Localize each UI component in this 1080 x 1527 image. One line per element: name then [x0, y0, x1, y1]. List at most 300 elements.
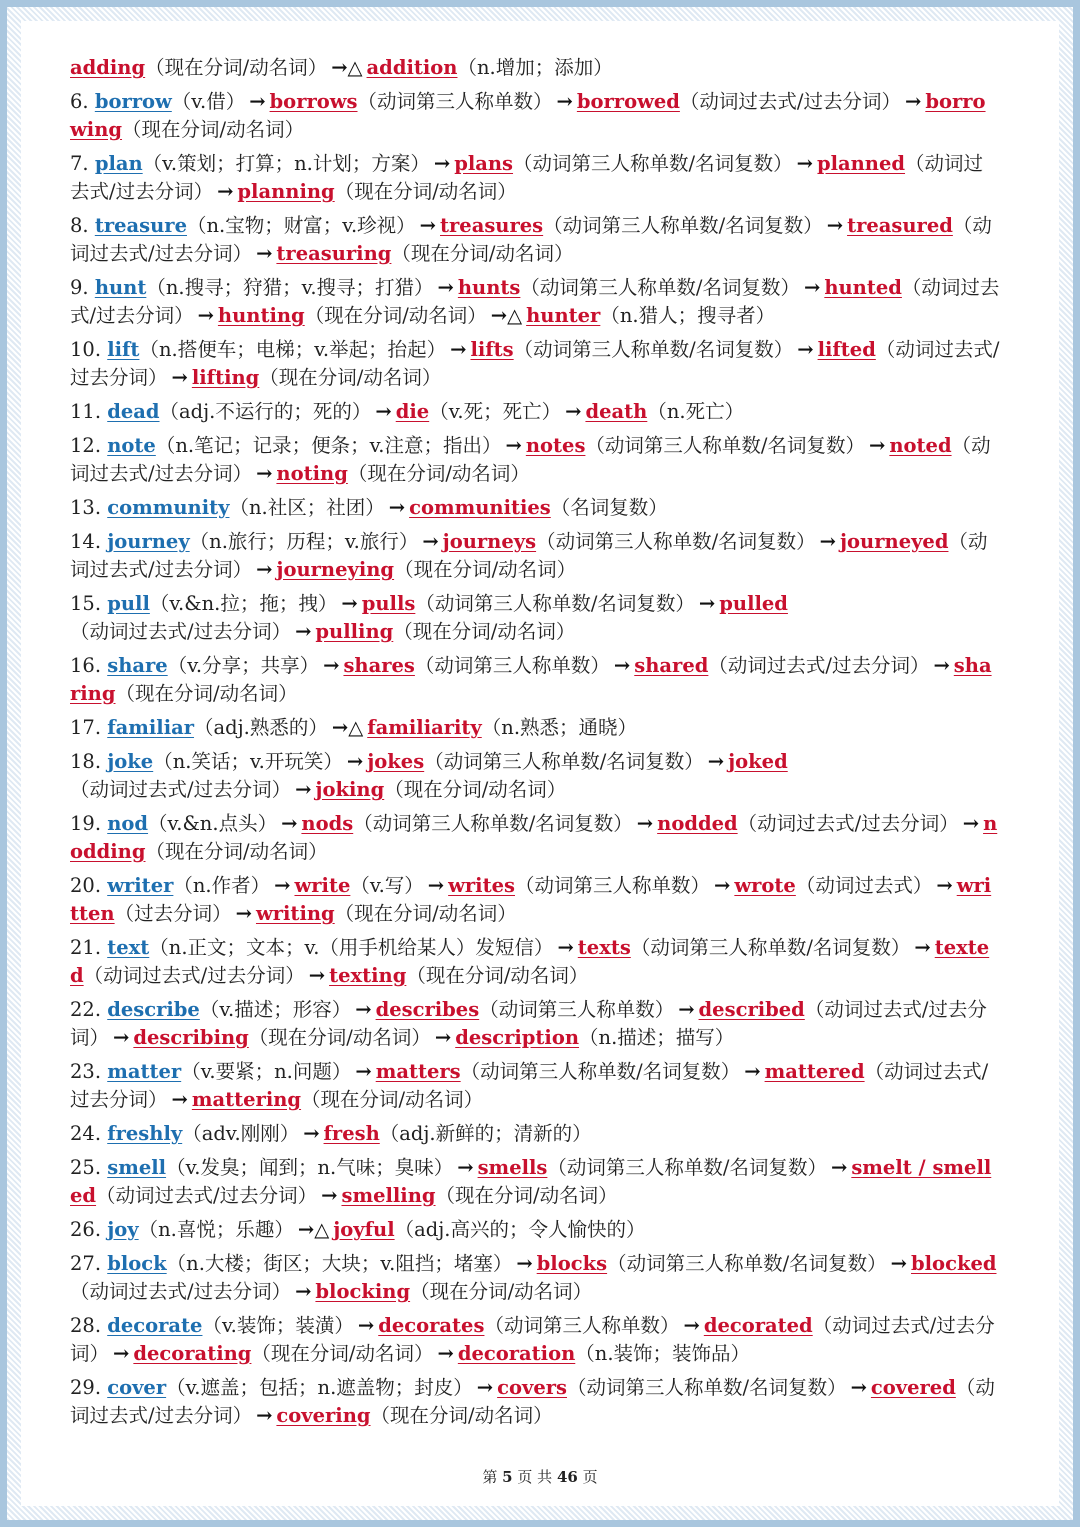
vocab-entry: [70, 398, 1000, 426]
gloss: （v.描述；形容）: [199, 998, 352, 1021]
headword: community: [107, 496, 230, 519]
arrow: →: [678, 998, 695, 1021]
gloss: （adj.不运行的；死的）: [159, 400, 372, 423]
gloss: （n.描述；描写）: [579, 1026, 735, 1049]
arrow: →: [217, 180, 234, 203]
entry-number: 21.: [70, 936, 108, 959]
headword: joke: [107, 750, 154, 773]
word-form: blocking: [315, 1280, 411, 1303]
word-form: nods: [301, 812, 354, 835]
gloss: （动词第三人称单数/名词复数）: [585, 434, 865, 457]
gloss: （adv.刚刚）: [182, 1122, 300, 1145]
arrow: →: [707, 750, 725, 773]
gloss: （现在分词/动名词）: [410, 1280, 593, 1303]
entry-number: 18.: [70, 750, 108, 773]
arrow: →: [281, 812, 298, 835]
entry-number: 24.: [70, 1122, 108, 1145]
word-form: communities: [409, 496, 551, 519]
entry-number: 14.: [70, 530, 108, 553]
arrow: →: [933, 654, 950, 677]
vocab-entry: [70, 274, 1000, 330]
entry-number: 26.: [70, 1218, 108, 1241]
arrow: →: [321, 1184, 338, 1207]
arrow: →: [434, 1026, 452, 1049]
gloss: （现在分词/动名词）: [145, 56, 328, 79]
word-form: smelling: [341, 1184, 436, 1207]
word-form: shares: [343, 654, 415, 677]
page-footer: [0, 1466, 1080, 1487]
arrow: →: [516, 1252, 533, 1275]
word-form: notes: [525, 434, 586, 457]
arrow: →: [171, 366, 188, 389]
gloss: （n.大楼；街区；大块；v.阻挡；堵塞）: [166, 1252, 513, 1275]
gloss: （动词过去式/过去分词）: [70, 338, 1000, 389]
word-form: noted: [889, 434, 952, 457]
gloss: （v.借）: [171, 90, 246, 113]
headword: nod: [107, 812, 149, 835]
word-form: joyful: [333, 1218, 395, 1241]
vocab-entry: [70, 494, 1000, 522]
gloss: （动词第三人称单数/名词复数）: [424, 750, 704, 773]
headword: familiar: [107, 716, 195, 739]
arrow: →: [355, 1060, 372, 1083]
word-form: borrowed: [576, 90, 680, 113]
word-form: planning: [237, 180, 335, 203]
gloss: （n.死亡）: [647, 400, 745, 423]
arrow: →: [256, 558, 273, 581]
headword: dead: [107, 400, 160, 423]
gloss: （n.装饰；装饰品）: [575, 1342, 751, 1365]
gloss: （现在分词/动名词）: [122, 118, 305, 141]
arrow: →: [826, 214, 844, 237]
headword: lift: [107, 338, 140, 361]
word-form: texted: [70, 936, 990, 987]
vocab-entry: [70, 1120, 1000, 1148]
gloss: （现在分词/动名词）: [334, 180, 517, 203]
gloss: （adj.高兴的；令人愉快的）: [394, 1218, 646, 1241]
vocab-entry: [70, 1154, 1000, 1210]
headword: treasure: [94, 214, 187, 237]
gloss: （n.喜悦；乐趣）: [138, 1218, 294, 1241]
word-form: blocked: [911, 1252, 997, 1275]
gloss: （动词过去式）: [795, 874, 933, 897]
gloss: （动词过去式/过去分词）: [708, 654, 930, 677]
arrow: →: [797, 338, 814, 361]
entry-number: 8.: [70, 214, 95, 237]
gloss: （现在分词/动名词）: [370, 1404, 553, 1427]
gloss: （n.增加；添加）: [457, 56, 613, 79]
arrow: →: [936, 874, 953, 897]
word-form: lifting: [191, 366, 260, 389]
entry-number: 17.: [70, 716, 108, 739]
gloss: （过去分词）: [114, 902, 232, 925]
arrow: →: [962, 812, 980, 835]
arrow: →: [308, 964, 326, 987]
word-form: hunts: [457, 276, 521, 299]
word-form: joking: [315, 778, 385, 801]
arrow: →: [613, 654, 631, 677]
vocab-entry: [70, 652, 1000, 708]
word-form: describing: [133, 1026, 249, 1049]
headword: note: [107, 434, 156, 457]
word-form: treasuring: [276, 242, 392, 265]
headword: describe: [107, 998, 200, 1021]
word-form: die: [395, 400, 430, 423]
headword: journey: [107, 530, 190, 553]
word-form: borrowing: [70, 90, 986, 141]
word-form: planned: [816, 152, 906, 175]
gloss: （动词第三人称单数）: [479, 998, 675, 1021]
gloss: （adj.新鲜的；清新的）: [379, 1122, 592, 1145]
arrow: →: [341, 592, 358, 615]
word-form: matters: [375, 1060, 461, 1083]
arrow: →: [796, 152, 813, 175]
gloss: （动词第三人称单数/名词复数）: [607, 1252, 887, 1275]
gloss: （动词过去式/过去分词）: [70, 152, 984, 203]
vocab-entry: [70, 1058, 1000, 1114]
arrow: →: [557, 936, 574, 959]
arrow: →: [346, 750, 364, 773]
headword: borrow: [94, 90, 172, 113]
gloss: （动词第三人称单数/名词复数）: [630, 936, 911, 959]
gloss: （动词第三人称单数/名词复数）: [520, 276, 800, 299]
headword: pull: [107, 592, 150, 615]
arrow: →△: [331, 716, 364, 739]
gloss: （现在分词/动名词）: [304, 304, 487, 327]
gloss: （现在分词/动名词）: [384, 778, 567, 801]
arrow: →: [437, 276, 454, 299]
arrow: →△: [490, 304, 523, 327]
word-form: joked: [728, 750, 788, 773]
word-form: pulling: [315, 620, 394, 643]
gloss: （动词过去式/过去分词）: [70, 998, 987, 1049]
word-form: plans: [454, 152, 514, 175]
arrow: →: [476, 1376, 494, 1399]
word-form: writes: [448, 874, 515, 897]
vocab-entry: [70, 872, 1000, 928]
vocab-entry: [70, 1312, 1000, 1368]
gloss: （v.要紧；n.问题）: [181, 1060, 352, 1083]
headword: block: [107, 1252, 167, 1275]
word-form: written: [70, 874, 992, 925]
gloss: （动词第三人称单数/名词复数）: [513, 152, 793, 175]
entry-number: 27.: [70, 1252, 108, 1275]
entry-number: 20.: [70, 874, 108, 897]
gloss: （v.死；死亡）: [429, 400, 562, 423]
gloss: （n.熟悉；通晓）: [481, 716, 638, 739]
arrow: →: [904, 90, 922, 113]
arrow: →: [869, 434, 886, 457]
word-form: pulled: [719, 592, 788, 615]
arrow: →: [388, 496, 406, 519]
gloss: （现在分词/动名词）: [435, 1184, 618, 1207]
gloss: （n.猎人；搜寻者）: [600, 304, 776, 327]
headword: joy: [107, 1218, 139, 1241]
word-form: covering: [276, 1404, 371, 1427]
vocab-entry: [70, 150, 1000, 206]
word-form: decorates: [378, 1314, 485, 1337]
vocab-entry: [70, 212, 1000, 268]
arrow: →: [830, 1156, 848, 1179]
arrow: →: [303, 1122, 320, 1145]
arrow: →: [819, 530, 836, 553]
vocab-entry: [70, 1216, 1000, 1244]
vocab-entry: [70, 528, 1000, 584]
gloss: （v.策划；打算；n.计划；方案）: [142, 152, 430, 175]
gloss: （现在分词/动名词）: [391, 242, 574, 265]
vocab-entry: [70, 996, 1000, 1052]
word-form: covers: [497, 1376, 567, 1399]
gloss: （动词第三人称单数/名词复数）: [415, 592, 695, 615]
footer-page-number: 5: [502, 1468, 513, 1486]
gloss: （v.发臭；闻到；n.气味；臭味）: [166, 1156, 454, 1179]
footer-post: 页: [582, 1468, 598, 1486]
word-form: hunting: [217, 304, 305, 327]
arrow: →: [437, 1342, 454, 1365]
arrow: →: [714, 874, 731, 897]
entry-number: 10.: [70, 338, 108, 361]
vocab-entry: [70, 748, 1000, 804]
vocab-entry: [70, 1250, 1000, 1306]
gloss: （动词过去式/过去分词）: [70, 1314, 995, 1365]
entry-number: 16.: [70, 654, 108, 677]
word-form: nodded: [657, 812, 738, 835]
word-form: death: [585, 400, 648, 423]
word-form: smells: [477, 1156, 548, 1179]
footer-mid: 页 共: [517, 1468, 553, 1486]
word-form: lifted: [817, 338, 876, 361]
word-form: addition: [366, 56, 458, 79]
vocab-entry: [70, 336, 1000, 392]
arrow: →: [113, 1342, 130, 1365]
headword: text: [107, 936, 150, 959]
word-form: decorated: [703, 1314, 813, 1337]
vocab-entry: [70, 590, 1000, 646]
gloss: （动词过去式/过去分词）: [737, 812, 959, 835]
entry-number: 29.: [70, 1376, 108, 1399]
arrow: →: [803, 276, 821, 299]
arrow: →: [323, 654, 340, 677]
vocab-entry: [70, 54, 1000, 82]
vocabulary-list: [70, 54, 1000, 1436]
arrow: →: [375, 400, 392, 423]
gloss: （动词过去式/过去分词）: [96, 1184, 318, 1207]
arrow: →: [565, 400, 582, 423]
gloss: （n.笑话；v.开玩笑）: [153, 750, 343, 773]
word-form: describes: [375, 998, 480, 1021]
arrow: →: [698, 592, 716, 615]
gloss: （动词过去式/过去分词）: [70, 778, 292, 801]
headword: plan: [94, 152, 143, 175]
arrow: →: [744, 1060, 761, 1083]
arrow: →: [850, 1376, 867, 1399]
arrow: →: [427, 874, 445, 897]
headword: freshly: [107, 1122, 183, 1145]
headword: smell: [107, 1156, 167, 1179]
arrow: →: [295, 1280, 312, 1303]
entry-number: 6.: [70, 90, 95, 113]
arrow: →: [113, 1026, 130, 1049]
word-form: familiarity: [367, 716, 482, 739]
gloss: （动词第三人称单数/名词复数）: [460, 1060, 741, 1083]
gloss: （动词过去式/过去分词）: [679, 90, 901, 113]
gloss: （动词过去式/过去分词）: [70, 1376, 995, 1427]
arrow: →: [197, 304, 214, 327]
word-form: description: [455, 1026, 580, 1049]
gloss: （n.搜寻；狩猎；v.搜寻；打猎）: [146, 276, 434, 299]
word-form: fresh: [323, 1122, 380, 1145]
arrow: →△: [297, 1218, 330, 1241]
headword: matter: [107, 1060, 182, 1083]
word-form: adding: [70, 56, 146, 79]
gloss: （现在分词/动名词）: [334, 902, 517, 925]
word-form: shared: [634, 654, 709, 677]
entry-number: 19.: [70, 812, 108, 835]
gloss: （n.搭便车；电梯；v.举起；抬起）: [139, 338, 447, 361]
gloss: （n.作者）: [173, 874, 271, 897]
arrow: →: [450, 338, 467, 361]
gloss: （n.宝物；财富；v.珍视）: [186, 214, 416, 237]
gloss: （现在分词/动名词）: [301, 1088, 484, 1111]
arrow: →: [274, 874, 291, 897]
arrow: →: [683, 1314, 700, 1337]
word-form: jokes: [367, 750, 425, 773]
word-form: journeyed: [840, 530, 949, 553]
word-form: nodding: [70, 812, 998, 863]
gloss: （动词第三人称单数/名词复数）: [547, 1156, 827, 1179]
entry-number: 12.: [70, 434, 108, 457]
gloss: （v.&n.拉；拖；拽）: [149, 592, 338, 615]
arrow: →: [636, 812, 654, 835]
arrow: →: [249, 90, 266, 113]
gloss: （动词过去式/过去分词）: [70, 620, 292, 643]
arrow: →: [171, 1088, 188, 1111]
entry-number: 13.: [70, 496, 108, 519]
word-form: mattering: [191, 1088, 302, 1111]
gloss: （adj.熟悉的）: [194, 716, 328, 739]
arrow: →: [422, 530, 439, 553]
word-form: texts: [577, 936, 631, 959]
gloss: （v.写）: [350, 874, 424, 897]
word-form: treasures: [440, 214, 544, 237]
word-form: pulls: [361, 592, 416, 615]
gloss: （动词第三人称单数/名词复数）: [353, 812, 633, 835]
gloss: （现在分词/动名词）: [406, 964, 589, 987]
gloss: （名词复数）: [550, 496, 668, 519]
arrow: →: [295, 620, 312, 643]
arrow: →: [914, 936, 931, 959]
arrow: →: [256, 1404, 273, 1427]
gloss: （动词过去式/过去分词）: [70, 276, 1000, 327]
gloss: （动词过去式/过去分词）: [70, 530, 988, 581]
word-form: noting: [276, 462, 348, 485]
vocab-entry: [70, 88, 1000, 144]
word-form: write: [294, 874, 351, 897]
word-form: wrote: [734, 874, 796, 897]
arrow: →: [505, 434, 522, 457]
word-form: covered: [870, 1376, 956, 1399]
word-form: decorating: [133, 1342, 252, 1365]
entry-number: 9.: [70, 276, 95, 299]
arrow: →: [355, 998, 372, 1021]
word-form: described: [698, 998, 805, 1021]
gloss: （现在分词/动名词）: [251, 1342, 434, 1365]
gloss: （动词过去式/过去分词）: [83, 964, 305, 987]
word-form: blocks: [536, 1252, 608, 1275]
word-form: writing: [255, 902, 335, 925]
gloss: （现在分词/动名词）: [394, 558, 577, 581]
headword: hunt: [94, 276, 147, 299]
word-form: lifts: [470, 338, 514, 361]
gloss: （v.遮盖；包括；n.遮盖物；封皮）: [166, 1376, 473, 1399]
headword: writer: [107, 874, 174, 897]
gloss: （动词第三人称单数/名词复数）: [543, 214, 823, 237]
gloss: （动词过去式/过去分词）: [70, 434, 991, 485]
entry-number: 28.: [70, 1314, 108, 1337]
headword: decorate: [107, 1314, 203, 1337]
arrow: →: [357, 1314, 375, 1337]
entry-number: 22.: [70, 998, 108, 1021]
word-form: hunter: [526, 304, 601, 327]
gloss: （动词第三人称单数）: [515, 874, 711, 897]
arrow: →: [256, 242, 273, 265]
arrow: →: [556, 90, 573, 113]
word-form: decoration: [457, 1342, 576, 1365]
word-form: journeying: [276, 558, 395, 581]
gloss: （v.装饰；装潢）: [202, 1314, 354, 1337]
word-form: treasured: [847, 214, 953, 237]
gloss: （n.旅行；历程；v.旅行）: [189, 530, 419, 553]
gloss: （现在分词/动名词）: [347, 462, 530, 485]
gloss: （现在分词/动名词）: [145, 840, 328, 863]
gloss: （n.正文；文本；v.（用手机给某人）发短信）: [149, 936, 554, 959]
word-form: texting: [329, 964, 407, 987]
word-form: journeys: [442, 530, 537, 553]
gloss: （现在分词/动名词）: [259, 366, 442, 389]
gloss: （动词第三人称单数/名词复数）: [567, 1376, 847, 1399]
word-form: mattered: [764, 1060, 865, 1083]
arrow: →: [433, 152, 451, 175]
arrow: →: [256, 462, 273, 485]
gloss: （动词过去式/过去分词）: [70, 214, 992, 265]
entry-number: 15.: [70, 592, 108, 615]
headword: cover: [107, 1376, 167, 1399]
arrow: →: [457, 1156, 474, 1179]
arrow: →: [235, 902, 252, 925]
headword: share: [107, 654, 168, 677]
vocab-entry: [70, 1374, 1000, 1430]
entry-number: 11.: [70, 400, 108, 423]
word-form: borrows: [269, 90, 358, 113]
arrow: →△: [331, 56, 363, 79]
arrow: →: [890, 1252, 908, 1275]
gloss: （n.社区；社团）: [229, 496, 385, 519]
gloss: （现在分词/动名词）: [248, 1026, 431, 1049]
gloss: （动词第三人称单数/名词复数）: [536, 530, 816, 553]
vocab-entry: [70, 810, 1000, 866]
footer-total-pages: 46: [556, 1468, 578, 1486]
gloss: （动词过去式/过去分词）: [70, 1280, 292, 1303]
vocab-entry: [70, 714, 1000, 742]
gloss: （v.&n.点头）: [148, 812, 278, 835]
gloss: （动词第三人称单数）: [357, 90, 553, 113]
vocab-entry: [70, 934, 1000, 990]
gloss: （动词第三人称单数/名词复数）: [513, 338, 794, 361]
gloss: （n.笔记；记录；便条；v.注意；指出）: [155, 434, 502, 457]
gloss: （动词第三人称单数）: [484, 1314, 680, 1337]
arrow: →: [419, 214, 436, 237]
vocab-entry: [70, 432, 1000, 488]
